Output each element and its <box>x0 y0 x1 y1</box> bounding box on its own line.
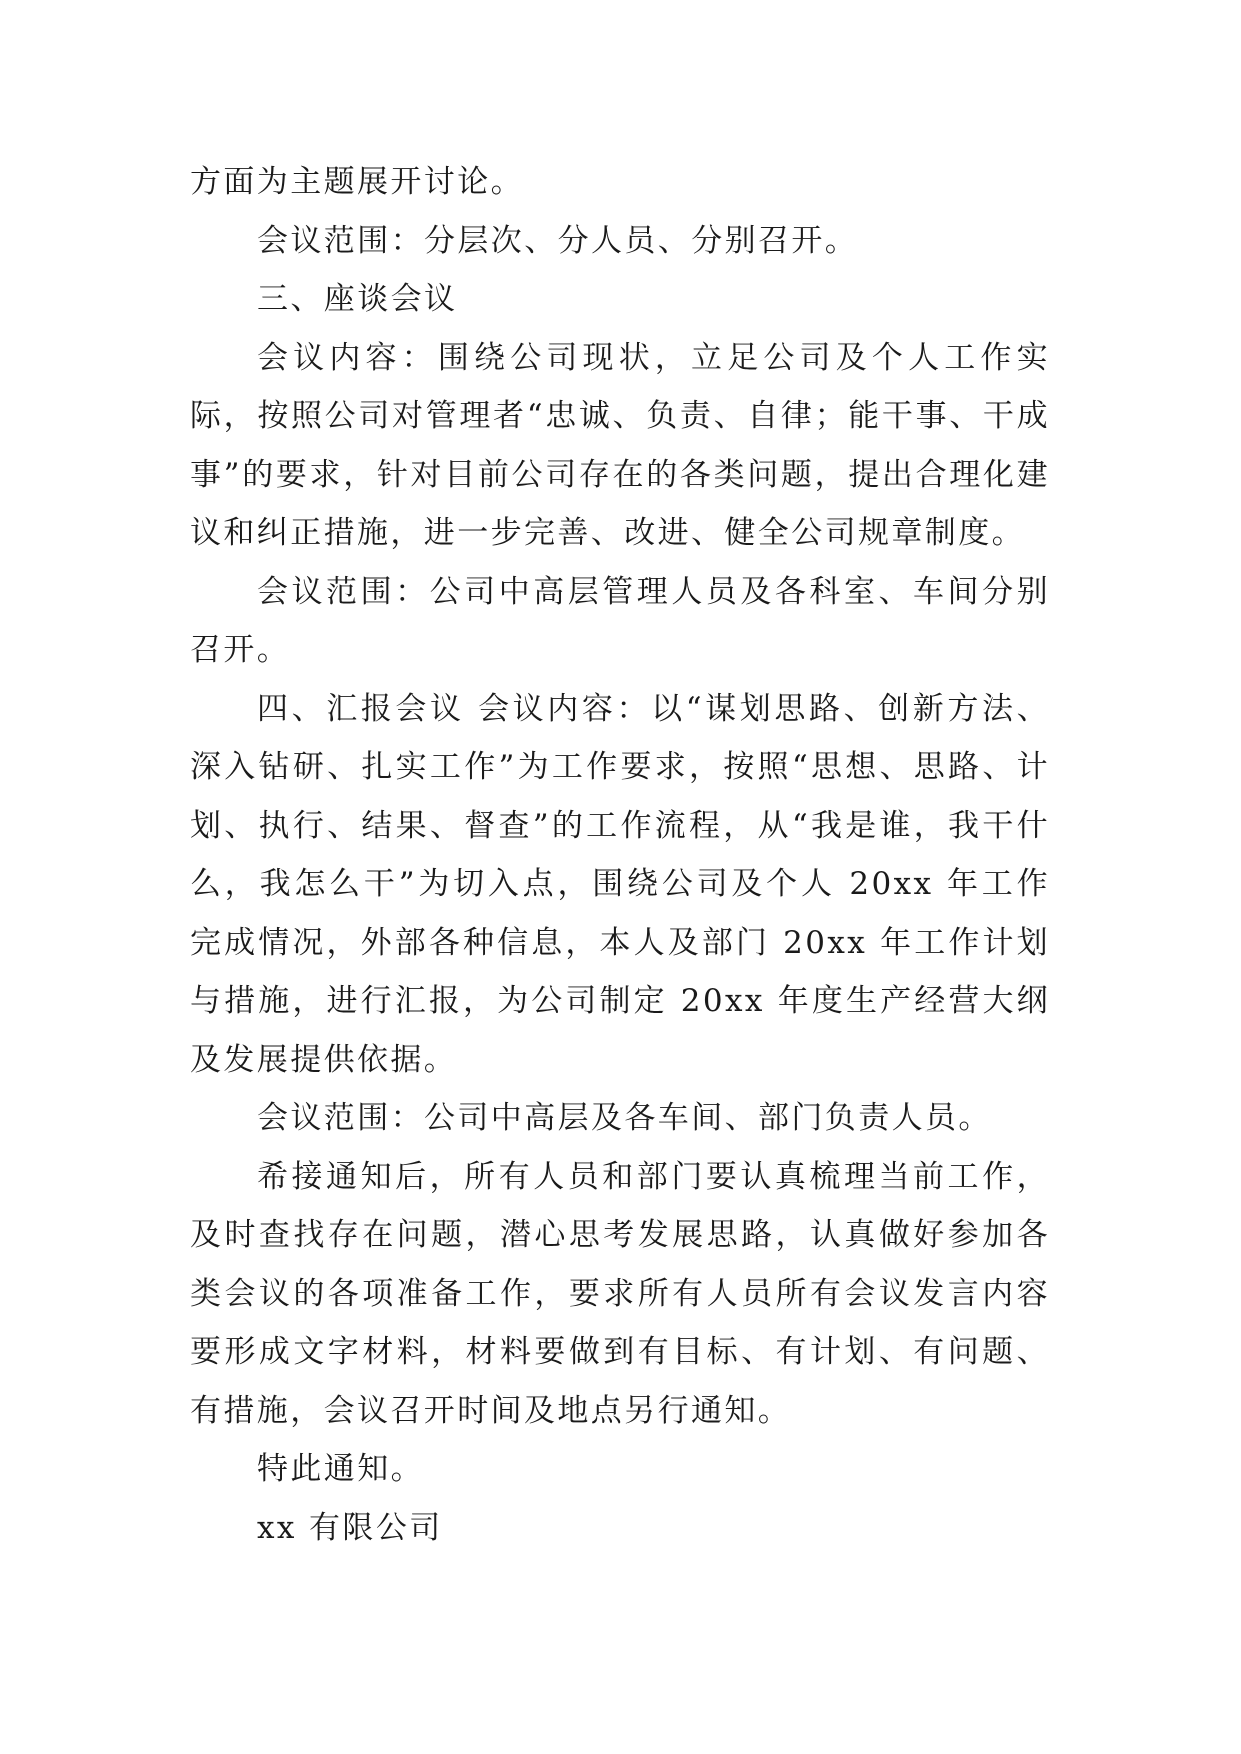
document-body <box>190 153 1050 1557</box>
paragraph-company-signature: xx 有限公司 <box>257 1509 443 1546</box>
paragraph-report-scope: 会议范围：公司中高层及各车间、部门负责人员。 <box>257 1100 992 1136</box>
section-heading-forum-meeting: 三、座谈会议 <box>257 281 458 317</box>
paragraph-notice-closing: 特此通知。 <box>257 1451 424 1487</box>
paragraph-report-meeting: 四、汇报会议 会议内容：以“谋划思路、创新方法、深入钻研、扎实工作”为工作要求，按照“思想、思路、计划、执行、结果、督查”的工作流程，从“我是谁，我干什么，我怎么干”为切入点，围绕公司及个人 20xx 年工作完成情况，外部各种信息，本人及部门 20xx 年工作计划与措施，进行汇报，为公司制定 20xx 年度生产经营大纲及发展提供依据。 <box>190 690 1050 1078</box>
paragraph-requirements: 希接通知后，所有人员和部门要认真梳理当前工作，及时查找存在问题，潜心思考发展思路，认真做好参加各类会议的各项准备工作，要求所有人员所有会议发言内容要形成文字材料，材料要做到有目标、有计划、有问题、有措施，会议召开时间及地点另行通知。 <box>190 1158 1050 1429</box>
paragraph-continuation: 方面为主题展开讨论。 <box>190 164 524 200</box>
paragraph-forum-content: 会议内容：围绕公司现状，立足公司及个人工作实际，按照公司对管理者“忠诚、负责、自律；能干事、干成事”的要求，针对目前公司存在的各类问题，提出合理化建议和纠正措施，进一步完善、改进、健全公司规章制度。 <box>190 339 1050 551</box>
paragraph-forum-scope: 会议范围：公司中高层管理人员及各科室、车间分别召开。 <box>190 573 1050 668</box>
paragraph-scope-1: 会议范围：分层次、分人员、分别召开。 <box>257 222 859 259</box>
